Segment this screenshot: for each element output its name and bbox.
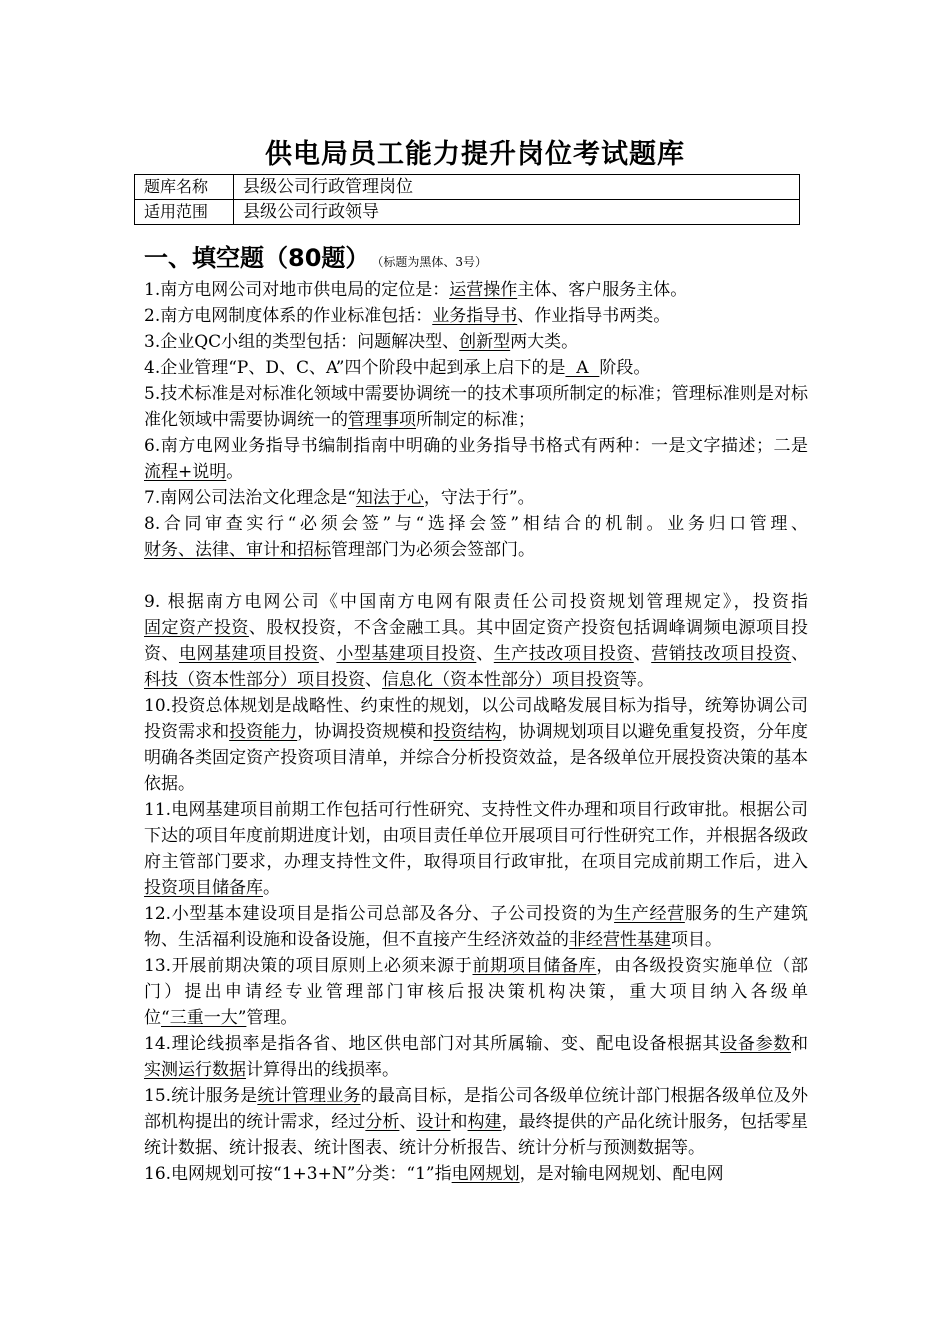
question-text: 、 bbox=[476, 644, 494, 664]
question-text: 的最高目标，是指公司各级单位统计部门根据各级单位及外部机构提出的统计需求，经过 bbox=[144, 1086, 808, 1132]
question-item bbox=[144, 355, 808, 381]
question-text: ，由各级投资实施单位（部门）提出申请经专业管理部门审核后报决策机构决策，重大项目纳入各级单位 bbox=[144, 956, 808, 1028]
question-item bbox=[144, 1161, 808, 1187]
answer-text: 前期项目储备库 bbox=[472, 956, 597, 976]
question-text: 、 bbox=[365, 670, 382, 690]
answer-text: 设计 bbox=[416, 1112, 451, 1132]
question-text: 阶段。 bbox=[599, 358, 651, 378]
answer-text: 业务指导书 bbox=[432, 306, 518, 326]
question-item bbox=[144, 953, 808, 1031]
answer-text: 财务、法律、审计和招标 bbox=[144, 540, 331, 560]
question-list bbox=[144, 277, 808, 1187]
question-text: ，是对输电网规划、配电网 bbox=[519, 1164, 724, 1184]
question-text: 2.南方电网制度体系的作业标准包括： bbox=[144, 306, 433, 326]
meta-value: 县级公司行政领导 bbox=[234, 200, 800, 225]
answer-text: 电网基建项目投资 bbox=[178, 644, 319, 664]
question-text: 11.电网基建项目前期工作包括可行性研究、支持性文件办理和项目行政审批。根据公司下达的项目年度前期进度计划，由项目责任单位开展项目可行性研究工作，并根据各级政府主管部门要求，办理支持性文件，取得项目行政审批，在项目完成前期工作后，进入 bbox=[144, 800, 808, 872]
answer-text: 投资能力 bbox=[229, 722, 298, 742]
meta-table bbox=[134, 174, 800, 225]
section-heading: 一、填空题（80题） bbox=[144, 244, 370, 272]
section-note: （标题为黑体、3号） bbox=[377, 255, 488, 269]
answer-text: 科技（资本性部分）项目投资 bbox=[144, 670, 365, 690]
meta-value: 县级公司行政管理岗位 bbox=[234, 175, 800, 200]
question-text: 两大类。 bbox=[510, 332, 579, 352]
answer-text: 投资项目储备库 bbox=[144, 878, 263, 898]
question-text: ，协调投资规模和 bbox=[297, 722, 434, 742]
question-item bbox=[144, 1083, 808, 1161]
question-item bbox=[144, 433, 808, 485]
answer-text: 管理事项 bbox=[348, 410, 416, 430]
answer-text: 非经营性基建 bbox=[569, 930, 671, 950]
answer-text: 生产经营 bbox=[614, 904, 685, 924]
answer-text: A bbox=[565, 358, 600, 378]
question-text: 、 bbox=[399, 1112, 417, 1132]
question-item bbox=[144, 381, 808, 433]
question-item bbox=[144, 693, 808, 797]
question-text: 所制定的标准； bbox=[416, 410, 535, 430]
question-text: 计算得出的线损率。 bbox=[246, 1060, 399, 1080]
question-text: 、作业指导书两类。 bbox=[517, 306, 671, 326]
answer-text: 生产技改项目投资 bbox=[493, 644, 634, 664]
document-title: 供电局员工能力提升岗位考试题库 bbox=[265, 139, 685, 170]
question-text: 、 bbox=[633, 644, 652, 664]
question-text: 、 bbox=[318, 644, 337, 664]
answer-text: 统计管理业务 bbox=[257, 1086, 361, 1106]
question-text: 8.合同审查实行“必须会签”与“选择会签”相结合的机制。业务归口管理、 bbox=[144, 514, 808, 534]
answer-text: 电网规划 bbox=[451, 1164, 520, 1184]
question-text: 和 bbox=[791, 1034, 808, 1054]
answer-text: 小型基建项目投资 bbox=[336, 644, 477, 664]
question-text: 4.企业管理“P、D、C、A”四个阶段中起到承上启下的是 bbox=[144, 358, 566, 378]
question-text: ，最终提供的产品化统计服务，包括零星统计数据、统计报表、统计图表、统计分析报告、统计分析与预测数据等。 bbox=[144, 1112, 809, 1158]
meta-key: 题库名称 bbox=[135, 175, 234, 200]
question-text: 和 bbox=[450, 1112, 468, 1132]
answer-text: 构建 bbox=[467, 1112, 502, 1132]
meta-row bbox=[135, 175, 800, 200]
question-item bbox=[144, 901, 808, 953]
question-text: 、股权投资，不含金融工具。其中固定资产投资包括调峰调频电源项目投资、 bbox=[144, 618, 809, 664]
question-text: 、 bbox=[791, 644, 809, 664]
question-text: 5.技术标准是对标准化领域中需要协调统一的技术事项所制定的标准；管理标准则是对标准化领域中需要协调统一的 bbox=[144, 384, 808, 430]
question-item bbox=[144, 511, 808, 563]
question-item bbox=[144, 589, 808, 693]
question-text: 管理部门为必须会签部门。 bbox=[331, 540, 535, 560]
question-text: ，协调规划项目以避免重复投资，分年度明确各类固定资产投资项目清单，并综合分析投资效益，是各级单位开展投资决策的基本依据。 bbox=[144, 722, 809, 794]
meta-key: 适用范围 bbox=[135, 200, 234, 225]
question-item bbox=[144, 485, 808, 511]
question-text: 15.统计服务是 bbox=[144, 1086, 258, 1106]
question-item bbox=[144, 303, 808, 329]
question-item bbox=[144, 277, 808, 303]
section-header bbox=[144, 238, 487, 273]
question-text: 10.投资总体规划是战略性、约束性的规划，以公司战略发展目标为指导，统筹协调公司投资需求和 bbox=[144, 696, 808, 742]
question-item bbox=[144, 797, 808, 901]
question-text: 16.电网规划可按“1+3+N”分类：“1”指 bbox=[144, 1164, 452, 1184]
question-text: 3.企业QC小组的类型包括：问题解决型、 bbox=[144, 332, 460, 352]
question-text: 1.南方电网公司对地市供电局的定位是： bbox=[144, 280, 450, 300]
question-text: 主体、客户服务主体。 bbox=[517, 280, 688, 300]
answer-text: 运营操作 bbox=[449, 280, 518, 300]
question-text: 项目。 bbox=[671, 930, 722, 950]
question-text: ，守法于行”。 bbox=[423, 488, 535, 508]
question-text: 管理。 bbox=[246, 1008, 298, 1028]
question-item bbox=[144, 1031, 808, 1083]
question-text: 6.南方电网业务指导书编制指南中明确的业务指导书格式有两种：一是文字描述；二是 bbox=[144, 436, 808, 456]
answer-text: 实测运行数据 bbox=[144, 1060, 246, 1080]
answer-text: 知法于心 bbox=[355, 488, 424, 508]
question-text: 9. 根据南方电网公司《中国南方电网有限责任公司投资规划管理规定》，投资指 bbox=[144, 592, 808, 612]
question-text: 13.开展前期决策的项目原则上必须来源于 bbox=[144, 956, 473, 976]
answer-text: 流程+说明 bbox=[144, 462, 227, 482]
answer-text: 分析 bbox=[365, 1112, 400, 1132]
question-text: 。 bbox=[263, 878, 280, 898]
question-text: 7.南网公司法治文化理念是“ bbox=[144, 488, 356, 508]
question-text: 。 bbox=[226, 462, 244, 482]
answer-text: 设备参数 bbox=[720, 1034, 791, 1054]
question-item bbox=[144, 329, 808, 355]
answer-text: “三重一大” bbox=[161, 1008, 247, 1028]
answer-text: 创新型 bbox=[459, 332, 511, 352]
answer-text: 固定资产投资 bbox=[144, 618, 249, 638]
answer-text: 信息化（资本性部分）项目投资 bbox=[382, 670, 620, 690]
answer-text: 投资结构 bbox=[433, 722, 502, 742]
question-text: 等。 bbox=[620, 670, 654, 690]
question-text: 14.理论线损率是指各省、地区供电部门对其所属输、变、配电设备根据其 bbox=[144, 1034, 721, 1054]
meta-row bbox=[135, 200, 800, 225]
question-text: 12.小型基本建设项目是指公司总部及各分、子公司投资的为 bbox=[144, 904, 615, 924]
answer-text: 营销技改项目投资 bbox=[651, 644, 792, 664]
question-text: 服务的生产建筑物、生活福利设施和设备设施，但不直接产生经济效益的 bbox=[144, 904, 809, 950]
